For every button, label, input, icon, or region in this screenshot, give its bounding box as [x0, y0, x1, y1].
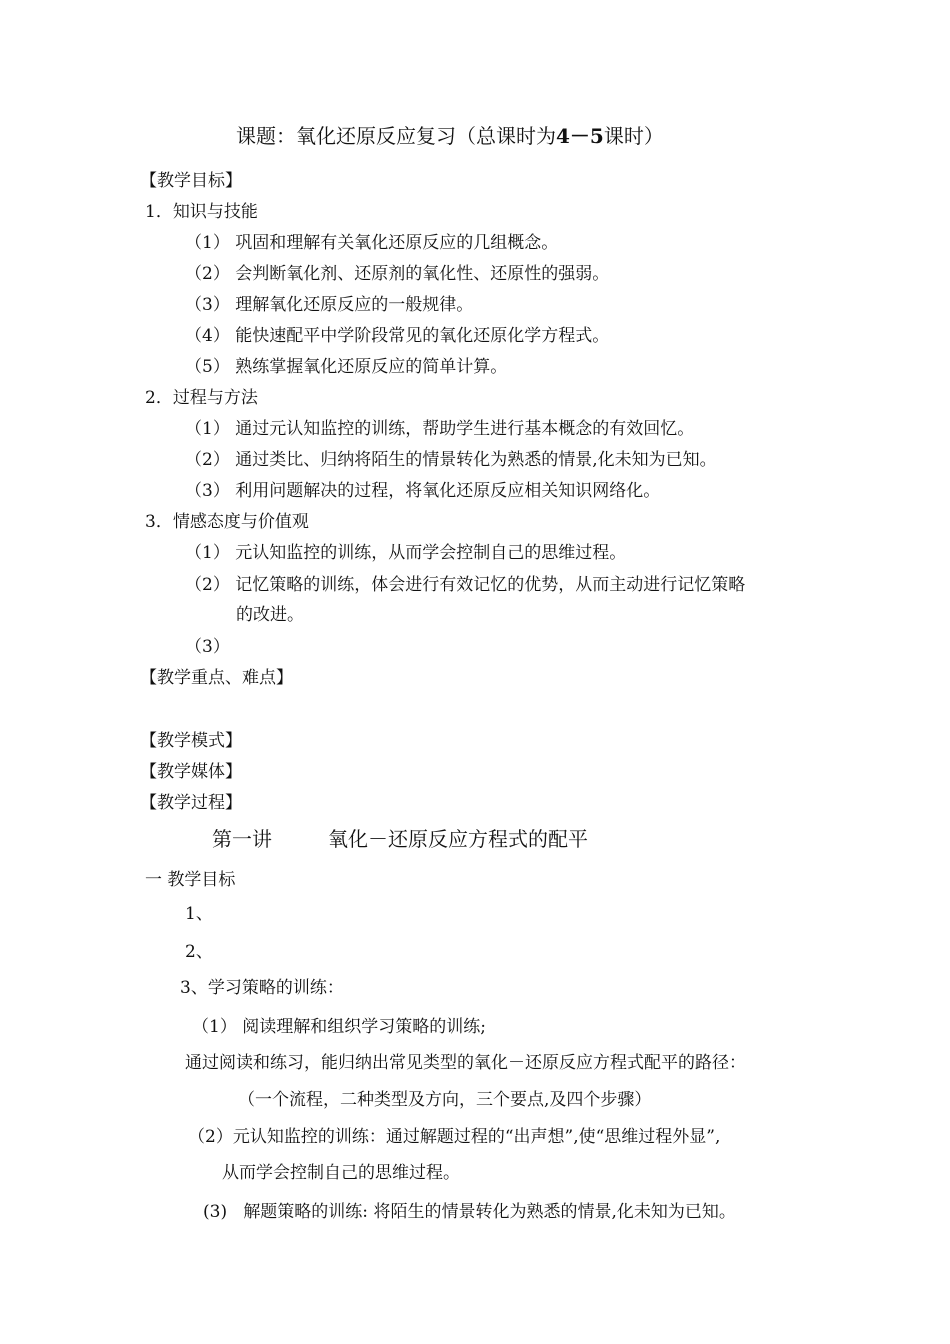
strategy-2-line-2: 从而学会控制自己的思维过程。 [222, 1163, 460, 1183]
item-text: 能快速配平中学阶段常见的氧化还原化学方程式。 [235, 326, 610, 346]
part1-item-3: 3、学习策略的训练： [180, 978, 344, 998]
section1-item-1 [185, 232, 558, 254]
section2-item-1 [185, 418, 694, 440]
item-text: 利用问题解决的过程，将氧化还原反应相关知识网络化。 [235, 481, 661, 501]
item-num: （3） [185, 295, 230, 315]
media-header: 【教学媒体】 [140, 762, 242, 782]
section2-heading: 2．过程与方法 [145, 388, 258, 408]
page-title [236, 123, 664, 149]
section1-heading: 1．知识与技能 [145, 202, 258, 222]
part1-heading: 一 教学目标 [145, 870, 236, 890]
section2-item-2 [185, 449, 717, 471]
title-prefix: 课题：氧化还原反应复习（总课时为 [236, 124, 556, 148]
item-text: 熟练掌握氧化还原反应的简单计算。 [235, 357, 508, 377]
mode-header: 【教学模式】 [140, 731, 242, 751]
strategy-3 [203, 1201, 736, 1223]
item-text: 理解氧化还原反应的一般规律。 [235, 295, 474, 315]
section1-item-2 [185, 263, 609, 285]
section3-item-2-continuation: 的改进。 [236, 605, 304, 625]
item-num: （1） [185, 233, 230, 253]
title-range: 4－5 [556, 124, 604, 148]
section1-item-3 [185, 294, 473, 316]
item-text: 元认知监控的训练，从而学会控制自己的思维过程。 [235, 543, 627, 563]
item-num: （3） [185, 637, 230, 657]
lecture-label: 第一讲 [212, 827, 272, 851]
section3-heading: 3．情感态度与价值观 [145, 512, 309, 532]
strategy-text: 解题策略的训练: 将陌生的情景转化为熟悉的情景,化未知为已知。 [243, 1202, 736, 1222]
part1-item-2: 2、 [185, 942, 213, 962]
lecture-title: 氧化－还原反应方程式的配平 [328, 827, 588, 851]
item-num: （4） [185, 326, 230, 346]
item-num: （2） [185, 450, 230, 470]
item-text: 巩固和理解有关氧化还原反应的几组概念。 [235, 233, 559, 253]
section3-item-3 [185, 636, 230, 658]
item-num: （2） [185, 264, 230, 284]
item-num: （5） [185, 357, 230, 377]
section2-item-3 [185, 480, 660, 502]
section3-item-2 [185, 574, 745, 596]
item-text: 通过元认知监控的训练，帮助学生进行基本概念的有效回忆。 [235, 419, 695, 439]
focus-header: 【教学重点、难点】 [140, 668, 293, 688]
section3-item-1 [185, 542, 626, 564]
strategy-text: 阅读理解和组织学习策略的训练; [242, 1017, 486, 1037]
lecture-heading [212, 826, 588, 852]
item-text: 记忆策略的训练，体会进行有效记忆的优势，从而主动进行记忆策略 [235, 575, 746, 595]
item-text: 会判断氧化剂、还原剂的氧化性、还原性的强弱。 [235, 264, 610, 284]
section1-item-4 [185, 325, 609, 347]
part1-item-1: 1、 [185, 904, 213, 924]
item-text: 通过类比、归纳将陌生的情景转化为熟悉的情景,化未知为已知。 [235, 450, 717, 470]
item-num: （3） [185, 481, 230, 501]
goals-header: 【教学目标】 [140, 171, 242, 191]
strategy-1-body: 通过阅读和练习，能归纳出常见类型的氧化－还原反应方程式配平的路径： [185, 1053, 746, 1073]
strategy-num: （1） [192, 1017, 237, 1037]
section1-item-5 [185, 356, 507, 378]
strategy-1-paren: （一个流程，二种类型及方向，三个要点,及四个步骤） [238, 1090, 652, 1110]
title-suffix: 课时） [603, 124, 664, 148]
item-num: （1） [185, 419, 230, 439]
strategy-num: (3) [203, 1202, 228, 1222]
strategy-1 [192, 1016, 486, 1038]
strategy-2-line-1: （2）元认知监控的训练：通过解题过程的“出声想”,使“思维过程外显”, [188, 1127, 721, 1147]
item-num: （2） [185, 575, 230, 595]
item-num: （1） [185, 543, 230, 563]
process-header: 【教学过程】 [140, 793, 242, 813]
